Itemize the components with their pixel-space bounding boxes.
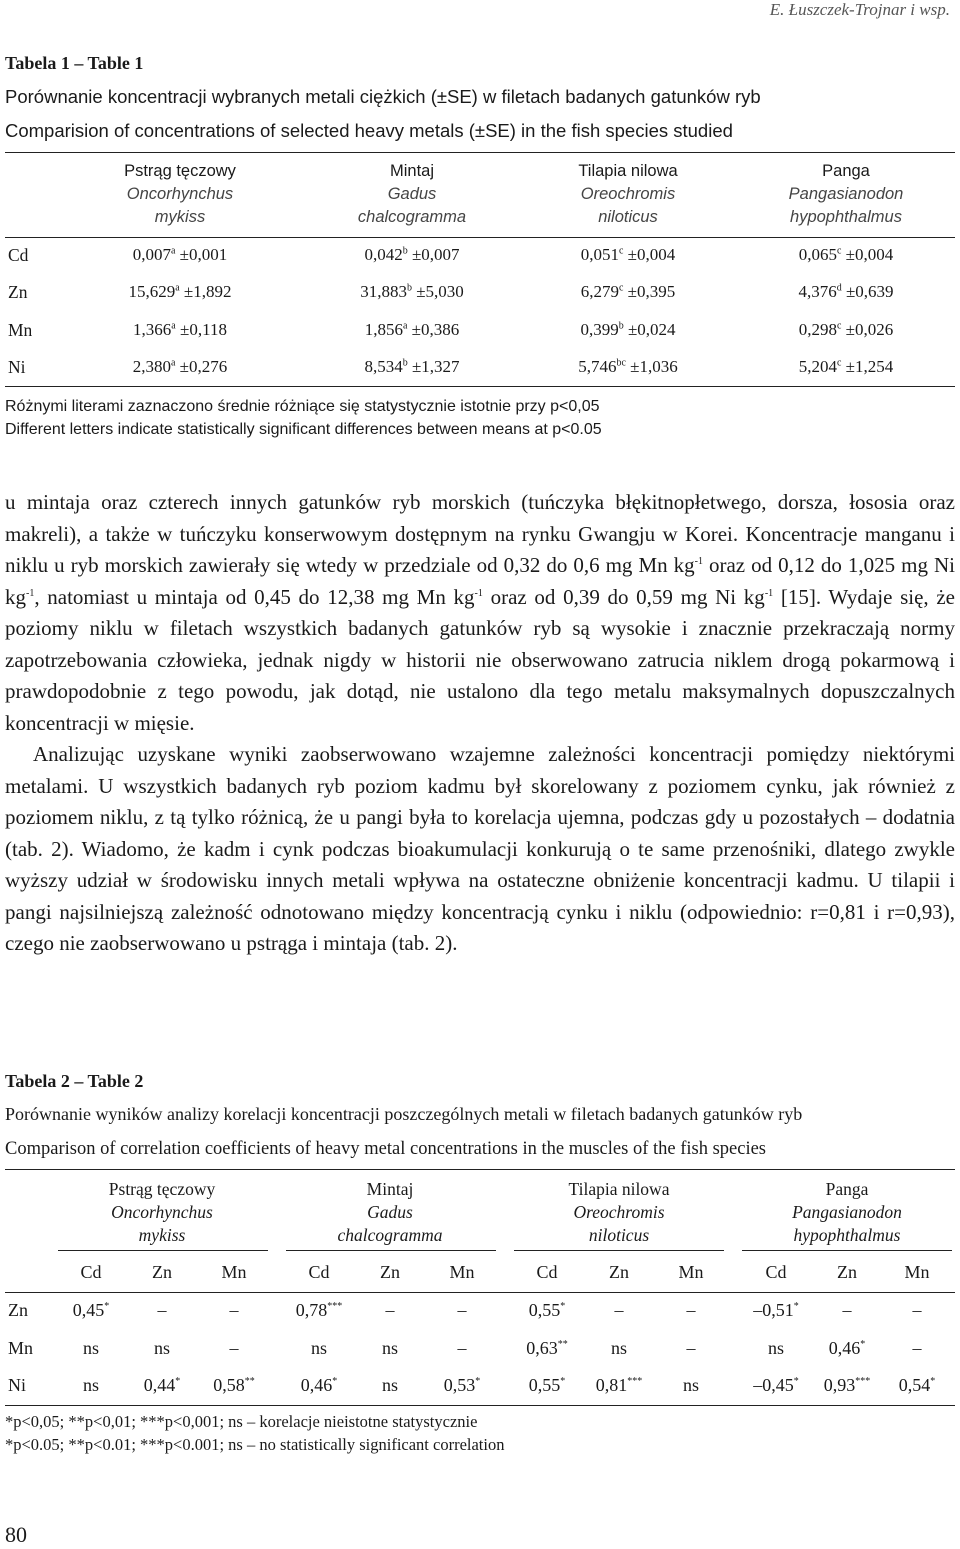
table2-cell: ns: [767, 1338, 784, 1358]
table1-caption-pl: Porównanie koncentracji wybranych metali ciężkich (±SE) w filetach badanych gatunków ryb: [5, 86, 761, 107]
body-paragraph-2: Analizując uzyskane wyniki zaobserwowano wzajemne zależności koncentracji pomiędzy niektórymi metalami. U wszystkich badanych ryb poziom kadmu był skorelowany z poziomem cynku, jak również z poziomem niklu, z tą tylko różnicą, że u pangi była to korelacja ujemna, podczas gdy u pozostałych – dodatnia (tab. 2). Wiadomo, że kadm i cynk podczas bioakumulacji konkurują o te same przenośniki, dlatego zwykle wyższy udział w środowisku innych metali wpływa na ostateczne obniżenie koncentracji kadmu. U tilapii i pangi najsilniejszą zależność odnotowano między koncentracją cynku i niklu (odpowiednio: r=0,81 i r=0,93), czego nie zaobserwowano u pstrąga i mintaja (tab. 2).: [5, 742, 955, 955]
table2-note-en: *p<0.05; **p<0.01; ***p<0.001; ns – no statistically significant correlation: [5, 1435, 505, 1454]
table2-column-header: [52, 1178, 272, 1247]
table1-row-label: Zn: [8, 282, 28, 302]
table2-subheader: Mn: [904, 1262, 930, 1282]
table1-cell: 6,279$^c$ ±0,395: [580, 282, 676, 301]
species-common-name: Panga: [822, 162, 870, 180]
species-latin-epithet: chalcogramma: [337, 1225, 443, 1245]
table2-cell: ns: [82, 1338, 99, 1358]
table2-cell: –: [157, 1300, 167, 1320]
table2-cell: 0,81***: [595, 1375, 643, 1395]
table1-header-rule: [5, 237, 955, 238]
table1-cell: 5,204$^c$ ±1,254: [798, 357, 894, 376]
table2-caption-pl: Porównanie wyników analizy korelacji koncentracji poszczególnych metali w filetach badanych gatunków ryb: [5, 1104, 803, 1124]
species-latin-genus: Pangasianodon: [788, 185, 904, 203]
table1-row-label: Mn: [8, 320, 33, 340]
table1-bottom-rule: [5, 386, 955, 387]
table1-title: Tabela 1 – Table 1: [5, 53, 144, 73]
species-latin-epithet: mykiss: [138, 1225, 186, 1245]
table1-cell: 1,366$^a$ ±0,118: [133, 320, 227, 339]
table1-row-label: Ni: [8, 357, 26, 377]
table2-column-header: [509, 1178, 729, 1247]
species-latin-genus: Gadus: [387, 185, 437, 203]
table1-column-header: [736, 160, 956, 229]
table1-note-pl: Różnymi literami zaznaczono średnie różniące się statystycznie istotnie przy p<0,05: [5, 398, 600, 415]
table1-cell: 0,007$^a$ ±0,001: [132, 245, 228, 264]
table2-header-rule: [5, 1292, 955, 1293]
table1-note-en: Different letters indicate statistically significant differences between means at p<0.05: [5, 421, 602, 438]
table2-cell: 0,55*: [528, 1300, 566, 1320]
table2-cell: –: [912, 1300, 922, 1320]
species-common-name: Pstrąg tęczowy: [108, 1179, 216, 1199]
table2-bottom-rule: [5, 1405, 955, 1406]
table1-cell: 8,534$^b$ ±1,327: [364, 357, 460, 376]
table2-top-rule: [5, 1169, 955, 1170]
table2-subheader: Mn: [449, 1262, 475, 1282]
table2-title: Tabela 2 – Table 2: [5, 1071, 144, 1091]
table2-row-label: Ni: [8, 1375, 26, 1395]
species-latin-epithet: chalcogramma: [357, 208, 467, 226]
table1-cell: 4,376$^d$ ±0,639: [798, 282, 894, 301]
table2-cell: ns: [381, 1375, 398, 1395]
table2-cell: –: [686, 1300, 696, 1320]
table2-cell: 0,45*: [72, 1300, 110, 1320]
table2-caption-en: Comparison of correlation coefficients of heavy metal concentrations in the muscles of the fish species: [5, 1139, 767, 1159]
table1-cell: 0,399$^b$ ±0,024: [580, 320, 676, 339]
table1-cell: 0,042$^b$ ±0,007: [364, 245, 460, 264]
table1-row-label: Cd: [8, 245, 29, 265]
table2-group-rule: [286, 1250, 496, 1251]
table1-cell: 1,856$^a$ ±0,386: [364, 320, 460, 339]
table2-cell: 0,93***: [823, 1375, 871, 1395]
species-common-name: Mintaj: [366, 1179, 414, 1199]
species-latin-epithet: mykiss: [154, 208, 206, 226]
table2-cell: –: [457, 1338, 467, 1358]
table2-cell: 0,55*: [528, 1375, 566, 1395]
table2-subheader: Cd: [765, 1262, 787, 1282]
table2-cell: ns: [310, 1338, 327, 1358]
table2-cell: ns: [610, 1338, 627, 1358]
species-latin-genus: Gadus: [367, 1202, 413, 1222]
table2-cell: 0,46*: [828, 1338, 866, 1358]
table2-subheader: Zn: [380, 1262, 400, 1282]
species-common-name: Pstrąg tęczowy: [124, 162, 236, 180]
table2-cell: –: [385, 1300, 395, 1320]
table2-column-header: [280, 1178, 500, 1247]
body-text: [5, 487, 955, 960]
table2-cell: –: [614, 1300, 624, 1320]
table2-subheader: Zn: [837, 1262, 857, 1282]
species-common-name: Tilapia nilowa: [568, 1179, 670, 1199]
table1-cell: 0,051$^c$ ±0,004: [580, 245, 676, 264]
table1-cell: 5,746$^{bc}$ ±1,036: [578, 357, 678, 376]
table2-subheader: Zn: [152, 1262, 172, 1282]
table2-row-label: Zn: [8, 1300, 28, 1320]
table2-subheader: Zn: [609, 1262, 629, 1282]
table2-cell: –: [686, 1338, 696, 1358]
table1-cell: 0,065$^c$ ±0,004: [798, 245, 894, 264]
table2-cell: –: [457, 1300, 467, 1320]
table2-row-label: Mn: [8, 1338, 34, 1358]
table2-subheader: Mn: [678, 1262, 704, 1282]
table2-subheader: Mn: [221, 1262, 247, 1282]
table2-cell: 0,54*: [898, 1375, 936, 1395]
species-latin-epithet: hypophthalmus: [793, 1225, 901, 1245]
table1-cell: 2,380$^a$ ±0,276: [132, 357, 228, 376]
table2-cell: –: [229, 1338, 239, 1358]
page-number: 80: [5, 1522, 27, 1547]
table2-group-rule: [514, 1250, 724, 1251]
table2-cell: 0,53*: [443, 1375, 481, 1395]
table2-note-pl: *p<0,05; **p<0,01; ***p<0,001; ns – korelacje nieistotne statystycznie: [5, 1412, 478, 1431]
species-common-name: Panga: [825, 1179, 869, 1199]
species-latin-genus: Oncorhynchus: [126, 185, 234, 203]
species-common-name: Mintaj: [389, 162, 434, 180]
table2-cell: –: [842, 1300, 852, 1320]
body-paragraph-1: u mintaja oraz czterech innych gatunków ryb morskich (tuńczyka błękitnopłetwego, dorsza, łososia oraz makreli), a także w tuńczyku konserwowym dostępnym na rynku Gwangju w Korei. Koncentracje manganu i niklu u ryb morskich zawierały się wtedy w przedziale od 0,32 do 0,6 mg Mn $kg^{-1}$ oraz od 0,12 do 1,025 mg Ni $kg^{-1}$, natomiast u mintaja od 0,45 do 12,38 mg Mn $kg^{-1}$ oraz od 0,39 do 0,59 mg Ni $kg^{-1}$ [15]. Wydaje się, że poziomy niklu w filetach wszystkich badanych gatunków ryb są wysokie i znacznie przekraczają normy zapotrzebowania człowieka, jednak nigdy w historii nie obserwowano zatrucia niklem drogą pokarmową i prawdopodobnie z tego powodu, jak dotąd, nie ustalono dla tego metalu maksymalnych dopuszczalnych koncentracji w mięsie.: [5, 490, 955, 735]
running-header-author: E. Łuszczek-Trojnar i wsp.: [769, 0, 950, 19]
table2-cell: 0,44*: [143, 1375, 181, 1395]
table2-cell: –0,51*: [753, 1300, 799, 1320]
table1-column-header: [518, 160, 738, 229]
table2-subheader: Cd: [80, 1262, 102, 1282]
table2-cell: –0,45*: [753, 1375, 799, 1395]
species-latin-genus: Oncorhynchus: [111, 1202, 213, 1222]
table2-subheader: Cd: [536, 1262, 558, 1282]
table2-cell: ns: [153, 1338, 170, 1358]
table1-column-header: [70, 160, 290, 229]
table1-cell: 15,629$^a$ ±1,892: [128, 282, 232, 301]
species-latin-epithet: niloticus: [588, 1225, 650, 1245]
species-latin-genus: Pangasianodon: [792, 1202, 902, 1222]
table2-cell: ns: [682, 1375, 699, 1395]
species-latin-genus: Oreochromis: [580, 185, 676, 203]
table2-group-rule: [742, 1250, 952, 1251]
table2-cell: ns: [82, 1375, 99, 1395]
table1-top-rule: [5, 152, 955, 153]
table1-caption-en: Comparision of concentrations of selected heavy metals (±SE) in the fish species studied: [5, 120, 733, 141]
table2-cell: 0,63**: [526, 1338, 568, 1358]
species-latin-epithet: hypophthalmus: [790, 208, 902, 226]
table2-column-header: [737, 1178, 957, 1247]
table2-subheader: Cd: [308, 1262, 330, 1282]
species-latin-epithet: niloticus: [598, 208, 658, 226]
table2-cell: 0,46*: [300, 1375, 338, 1395]
table2-group-rule: [58, 1250, 268, 1251]
table1-cell: 31,883$^b$ ±5,030: [360, 282, 464, 301]
species-common-name: Tilapia nilowa: [578, 162, 678, 180]
table2-cell: 0,78***: [295, 1300, 343, 1320]
species-latin-genus: Oreochromis: [573, 1202, 665, 1222]
table2-cell: 0,58**: [213, 1375, 255, 1395]
table2-cell: –: [912, 1338, 922, 1358]
table2-cell: –: [229, 1300, 239, 1320]
table2-cell: ns: [381, 1338, 398, 1358]
table1-cell: 0,298$^c$ ±0,026: [798, 320, 894, 339]
table1-column-header: [302, 160, 522, 229]
